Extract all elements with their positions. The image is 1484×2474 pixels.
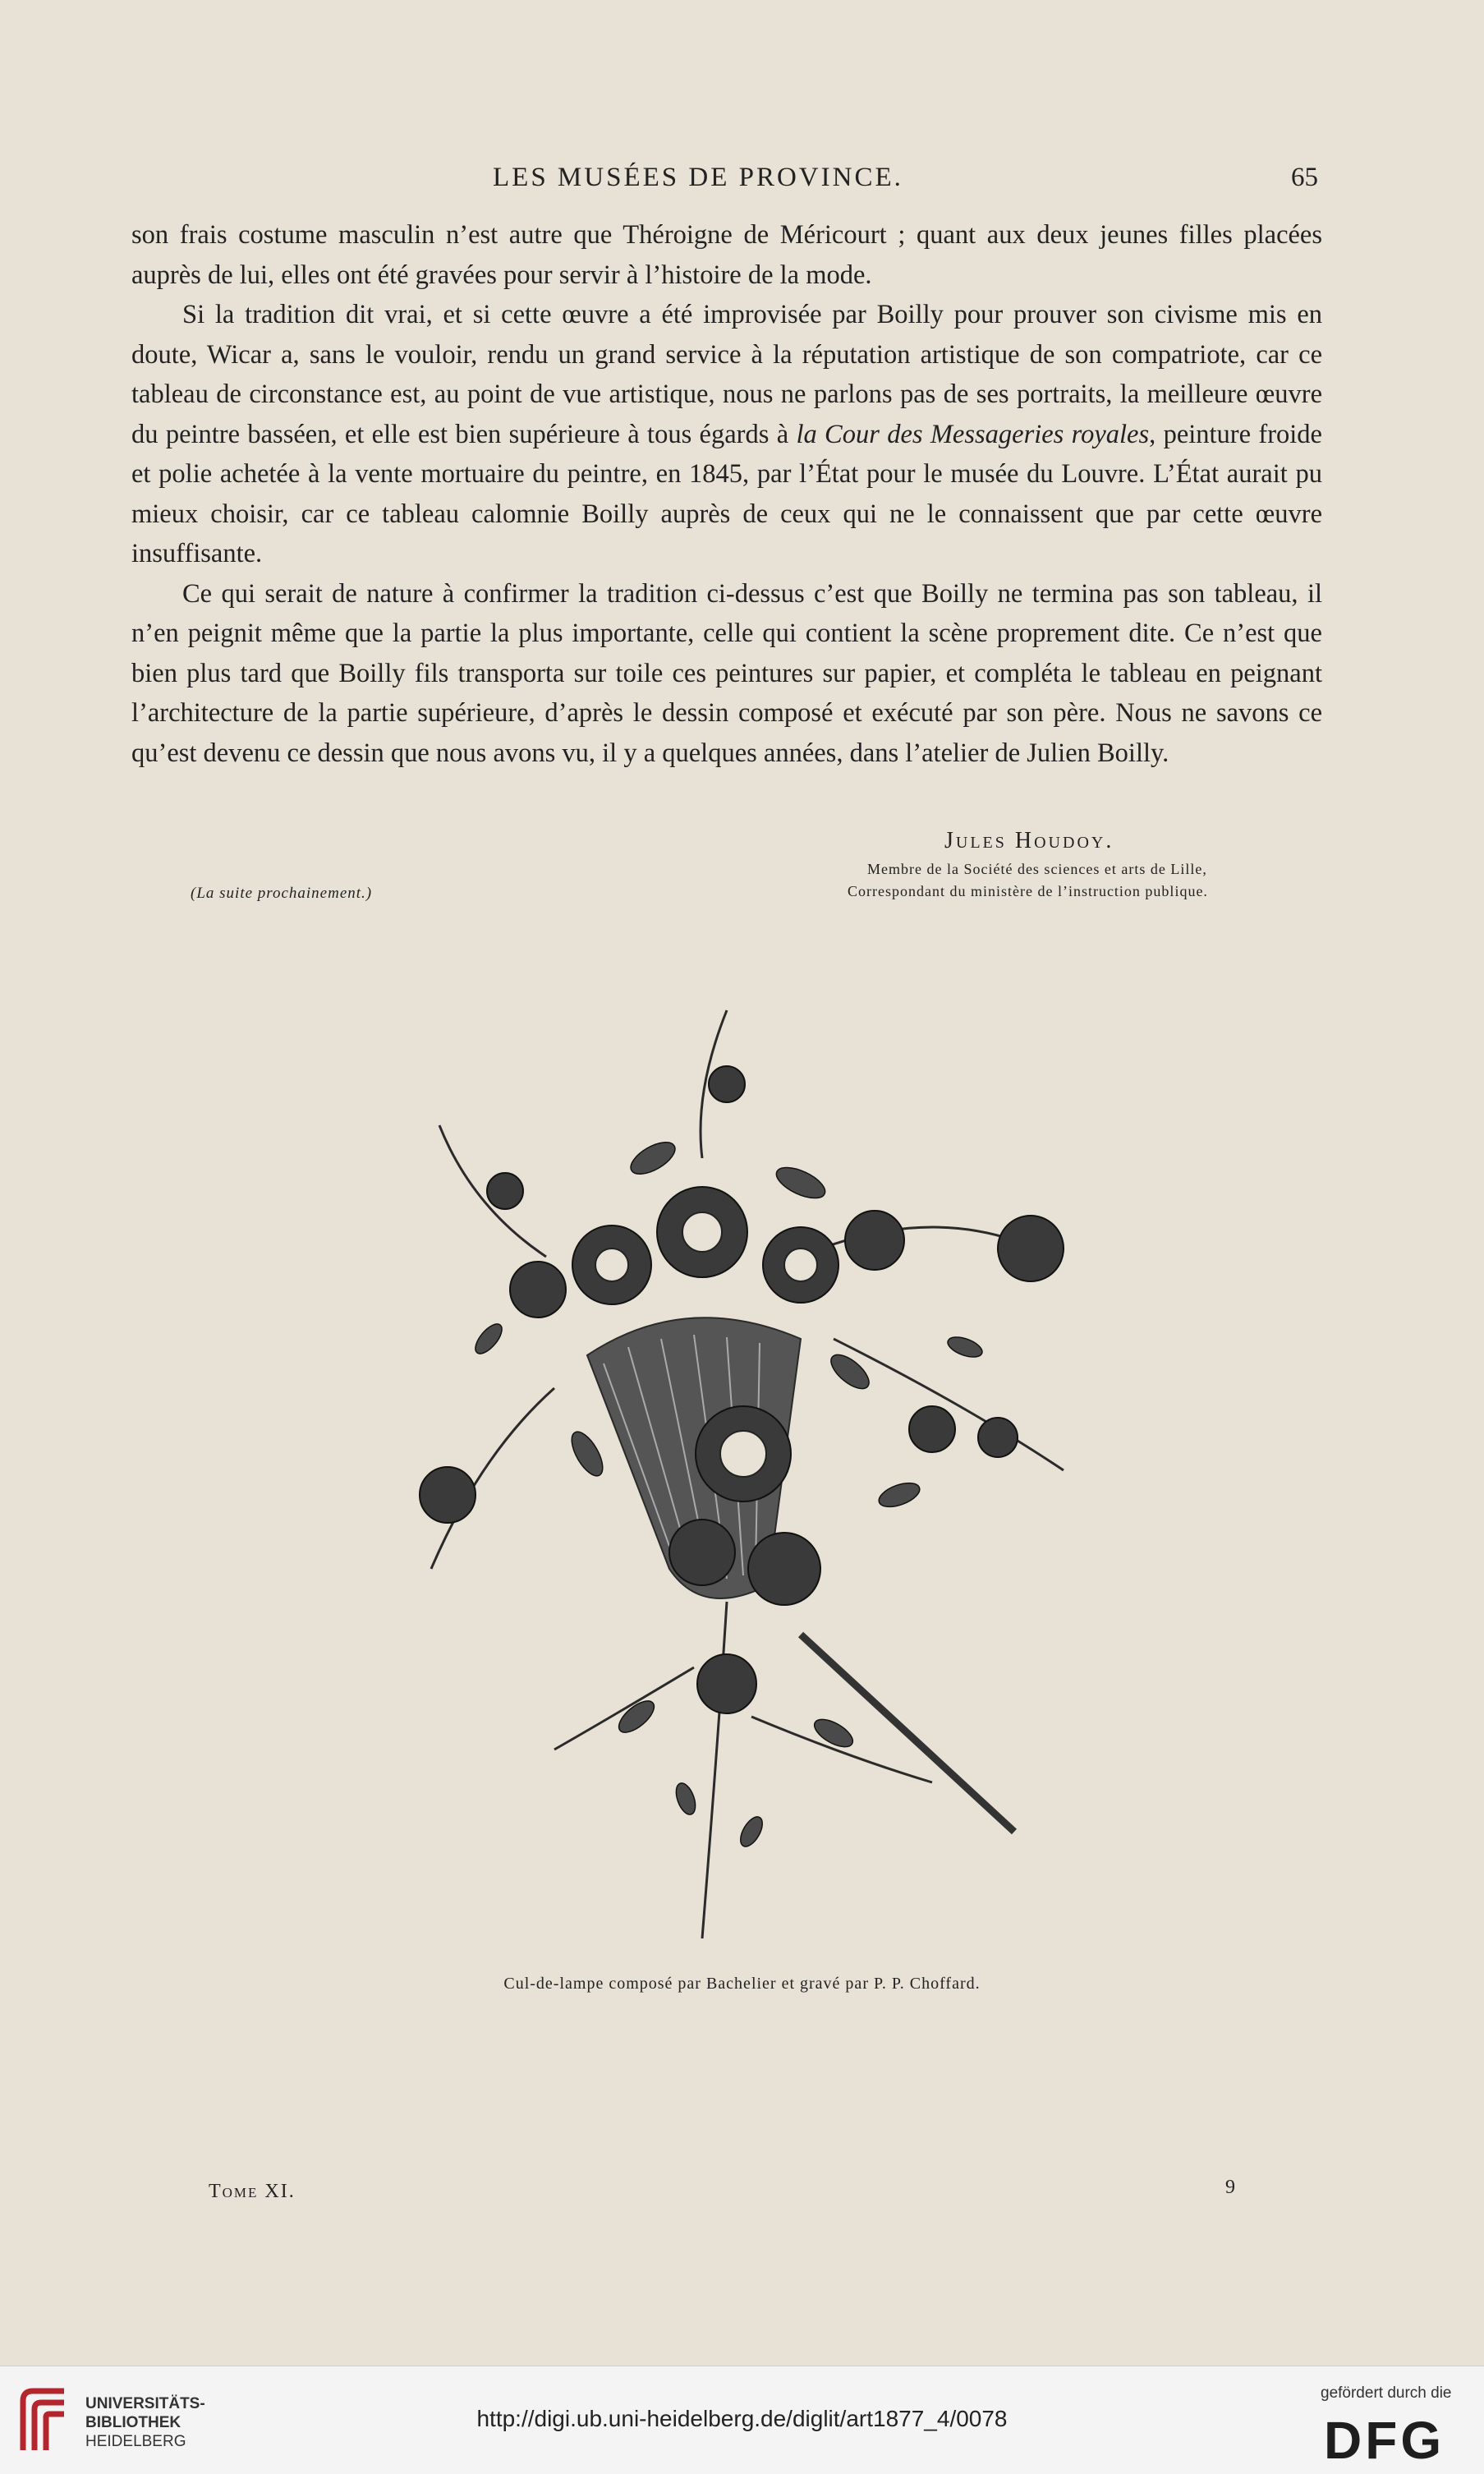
- running-head: [0, 163, 1484, 204]
- dfg-logo-icon: [1322, 2412, 1470, 2465]
- page-number: 65: [1291, 163, 1318, 192]
- signature-mark: 9: [1225, 2177, 1235, 2198]
- figure-caption: Cul-de-lampe composé par Bachelier et gravé par P. P. Choffard.: [503, 1975, 981, 1993]
- viewer-footer-bar: [0, 2366, 1484, 2474]
- volume-label: Tome XI.: [209, 2181, 296, 2202]
- author-signature: Jules Houdoy.: [944, 828, 1114, 853]
- paragraph-2: [131, 295, 1322, 574]
- article-body: [131, 215, 1322, 773]
- university-name-line: UNIVERSITÄTS-: [85, 2395, 205, 2412]
- paragraph-1: son frais costume masculin n’est autre que Théroigne de Méricourt ; quant aux deux jeunes filles placées auprès de lui, elles ont été gravées pour servir à l’histoire de la mode.: [131, 220, 1322, 290]
- painting-title: la Cour des Messageries royales: [796, 419, 1150, 449]
- author-affiliation-2: Correspondant du ministère de l’instruction publique.: [848, 883, 1208, 899]
- floral-engraving: [341, 994, 1121, 1963]
- university-name-line: BIBLIOTHEK: [85, 2414, 181, 2431]
- running-title: LES MUSÉES DE PROVINCE.: [493, 163, 903, 192]
- permalink-url[interactable]: http://digi.ub.uni-heidelberg.de/diglit/art1877_4/0078: [476, 2406, 1008, 2431]
- author-affiliation-1: Membre de la Société des sciences et arts de Lille,: [867, 861, 1207, 877]
- university-name-line: HEIDELBERG: [85, 2433, 186, 2450]
- funder-label: gefördert durch die: [1321, 2384, 1452, 2402]
- paragraph-2-text-a: Si la tradition dit vrai, et si cette œuvre a été improvisée par Boilly pour prouver son civisme mis en doute, Wicar a, sans le vouloir, rendu un grand service à la réputation artistique de son compatriote, car ce tableau de circonstance est, au point de vue artistique, nous ne parlons pas de ses portraits, la meilleure œuvre du peintre basséen, et elle est bien supérieure à tous égards à: [131, 300, 1322, 449]
- paragraph-2-text-b: , peinture froide et polie achetée à la vente mortuaire du peintre, en 1845, par l’État pour le musée du Louvre. L’État aurait pu mieux choisir, car ce tableau calomnie Boilly auprès de ceux qui ne le connaissent que par cette œuvre insuffisante.: [131, 419, 1322, 568]
- dfg-logo-text: DFG: [1324, 2412, 1445, 2465]
- paragraph-3: Ce qui serait de nature à confirmer la tradition ci-dessus c’est que Boilly ne termina pas son tableau, il n’en peignit même que la partie la plus importante, celle qui contient la scène proprement dite. Ce n’est que bien plus tard que Boilly fils transporta sur toile ces peintures sur papier, et compléta le tableau en peignant l’architecture de la partie supérieure, d’après le dessin composé et exécuté par son père. Nous ne savons ce qu’est devenu ce dessin que nous avons vu, il y a quelques années, dans l’atelier de Julien Boilly.: [131, 578, 1322, 768]
- continuation-note: (La suite prochainement.): [191, 885, 373, 902]
